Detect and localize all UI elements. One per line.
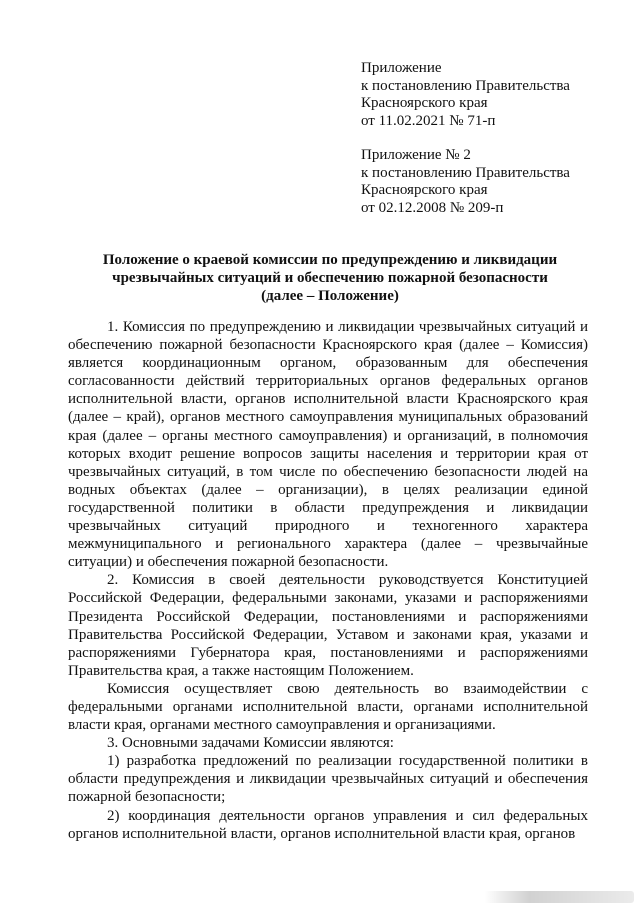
document-title: [60, 251, 600, 305]
appendix-label: Приложение № 2: [361, 147, 471, 163]
title-line: чрезвычайных ситуаций и обеспечению пожарной безопасности: [112, 270, 548, 286]
paragraph-3-item-1: 1) разработка предложений по реализации государственной политики в области предупреждения и ликвидации чрезвычайных ситуаций и обеспечения пожарной безопасности;: [68, 753, 588, 806]
paragraph-2-interaction: Комиссия осуществляет свою деятельность во взаимодействии с федеральными органами исполнительной власти, органами исполнительной власти края, органами местного самоуправления и организациями.: [68, 680, 588, 734]
paragraph-3-item-2: 2) координация деятельности органов управления и сил федеральных органов исполнительной власти, органов исполнительной власти края, органов: [68, 807, 588, 842]
paragraph-2: 2. Комиссия в своей деятельности руководствуется Конституцией Российской Федерации, федеральными законами, указами и распоряжениями Президента Российской Федерации, постановлениями и распоряжениями Правительства Российской Федерации, Уставом и законами края, указами и распоряжениями Губернатора края, постановлениями и распоряжениями Правительства края, а также настоящим Положением.: [68, 572, 588, 679]
appendix-date-number: от 02.12.2008 № 209-п: [361, 199, 504, 216]
appendix-region: Красноярского края: [361, 95, 488, 111]
appendix-header-original: [361, 147, 631, 217]
appendix-region: Красноярского края: [361, 182, 488, 198]
appendix-header-current: [361, 60, 631, 130]
document-body: [68, 318, 588, 843]
title-line: (далее – Положение): [261, 288, 399, 304]
scan-artifact: [484, 891, 634, 903]
appendix-resolution-ref: к постановлению Правительства: [361, 77, 570, 94]
appendix-date-number: от 11.02.2021 № 71-п: [361, 112, 496, 129]
title-line: Положение о краевой комиссии по предупреждению и ликвидации: [102, 252, 558, 268]
paragraph-3: 3. Основными задачами Комиссии являются:: [107, 735, 394, 752]
paragraph-1: 1. Комиссия по предупреждению и ликвидации чрезвычайных ситуаций и обеспечению пожарной безопасности Красноярского края (далее – Комиссия) является координационным органом, образованным для обеспечения согласованности действий территориальных органов федеральных органов исполнительной власти, органов исполнительной власти Красноярского края (далее – край), органов местного самоуправления муниципальных образований края (далее – органы местного самоуправления) и организаций, в полномочия которых входит решение вопросов защиты населения и территории края от чрезвычайных ситуаций, в том числе по обеспечению безопасности людей на водных объектах (далее – организации), в целях реализации единой государственной политики в области предупреждения и ликвидации чрезвычайных ситуаций природного и техногенного характера межмуниципального и регионального характера (далее – чрезвычайные ситуации) и обеспечения пожарной безопасности.: [68, 319, 588, 571]
appendix-label: Приложение: [361, 60, 442, 76]
appendix-resolution-ref: к постановлению Правительства: [361, 164, 570, 181]
